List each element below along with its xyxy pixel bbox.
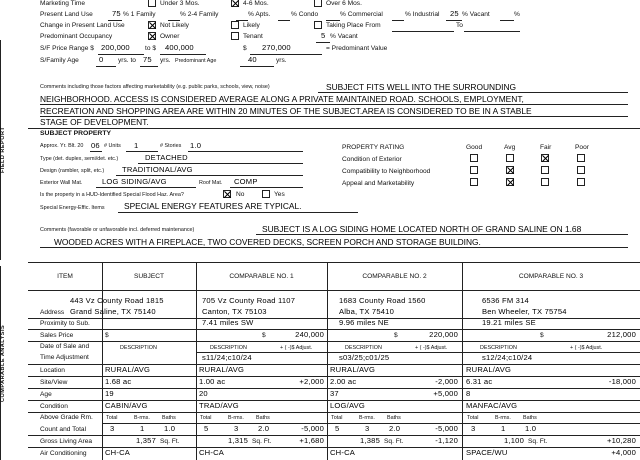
comp1-gla-adjust: +1,680 [299,436,324,445]
rating-col-poor: Poor [575,144,589,151]
pred-age-value: 40 [248,55,257,64]
rating-col-fair: Fair [540,144,552,151]
condition-comments-line2: WOODED ACRES WITH A FIREPLACE, TWO COVERED DECKS, SCREEN PORCH AND STORAGE BUILDING. [54,237,481,247]
comp2-address-line2: Alba, TX 75410 [339,307,395,316]
subject-age: 19 [105,389,114,398]
marketability-comments-line4: STAGE OF DEVELOPMENT. [40,117,149,127]
owner-checkbox[interactable] [148,32,156,40]
energy-value: SPECIAL ENERGY FEATURES ARE TYPICAL. [124,201,302,211]
comp2-age-adjust: +5,000 [433,389,458,398]
plu-vacant-value: 25 [450,9,459,18]
plu-condo-label: % Condo [291,11,319,18]
plu-commercial-label: % Commercial [340,11,383,18]
site-label: Site/View [40,379,68,386]
stories-label: # Stories [160,143,182,149]
flood-no-label: No [236,191,245,198]
subject-price-dollar: $ [105,332,109,339]
comp2-adjust-header: + ( -)$ Adjust. [415,345,448,351]
predominant-value-label: = Predominant Value [326,45,388,52]
comp1-condition: TRAD/AVG [199,401,239,410]
comp3-location: RURAL/AVG [466,365,512,374]
compat-good-checkbox[interactable] [470,166,478,174]
comp1-rooms-adjust: -5,000 [301,424,324,433]
comp1-ac: CH-CA [199,448,225,457]
comp1-rooms-brms: 3 [234,424,239,433]
tenant-label: Tenant [243,33,263,40]
condition-fair-checkbox[interactable] [541,154,549,162]
comp3-rooms-baths-hdr: Baths [523,415,537,421]
plu-1family-value: 75 [112,9,121,18]
comp3-date: s12/24;c10/24 [482,353,533,362]
condition-poor-checkbox[interactable] [577,154,585,162]
to-label: To [456,22,463,29]
condition-comments-label: Comments (favorable or unfavorable incl. deferred maintenance) [40,227,195,233]
marketability-comments-line1: SUBJECT FITS WELL INTO THE SURROUNDING [326,82,517,92]
comp2-gla: 1,385 [359,436,380,445]
flood-yes-checkbox[interactable] [262,190,270,198]
pred-age-label: Predominant Age [175,58,217,64]
comp3-gla-adjust: +10,280 [606,436,636,445]
comp1-rooms-brms-hdr: B-rms. [228,415,244,421]
energy-label: Special Energy-Effic. Items [40,205,105,211]
comparable-analysis-side-label: COMPARABLE ANALYSIS [0,266,28,460]
date-label-1: Date of Sale and [40,343,90,350]
subject-rooms-total: 3 [110,424,115,433]
comp2-condition: LOG/AVG [330,401,366,410]
comp3-condition: MANFAC/AVG [466,401,518,410]
comp2-site-adjust: -2,000 [435,377,458,386]
plu-apts-label: % Apts. [248,11,271,18]
comp1-rooms-baths-hdr: Baths [256,415,270,421]
comp3-rooms-total-hdr: Total [467,415,479,421]
comp3-age: 8 [466,389,471,398]
header-item: ITEM [57,273,73,280]
gla-label: Gross Living Area [40,438,93,445]
property-rating-heading: PROPERTY RATING [342,144,405,151]
plu-industrial-label: % Industrial [405,11,440,18]
age-yrs-to-label: yrs. to [118,57,136,64]
age-from-value: 0 [99,55,104,64]
proximity-label: Proximity to Sub. [40,320,90,327]
type-label: Type (det. duplex, semi/det. etc.) [40,156,119,162]
subject-location: RURAL/AVG [105,365,151,374]
pred-age-yrs-label: yrs. [276,57,287,64]
comp2-rooms-brms-hdr: B-rms. [359,415,375,421]
4-6-months-label: 4-6 Mos. [243,0,269,7]
flood-label: Is the property in a HUD-Identified Special Flood Haz. Area? [40,192,184,198]
field-report-side-label: FIELD REPORT [0,40,28,260]
header-subject: SUBJECT [133,273,165,280]
comp1-site-adjust: +2,000 [299,377,324,386]
subject-description-header: DESCRIPTION [120,345,157,351]
flood-no-checkbox[interactable] [223,190,231,198]
units-label: # Units [104,143,121,149]
under-3-label: Under 3 Mos. [160,0,200,7]
appeal-fair-checkbox[interactable] [541,178,549,186]
plu-vacant-label: % Vacant [462,11,490,18]
comp3-ac-adjust: +4,000 [611,448,636,457]
subject-ac: CH-CA [105,448,131,457]
subject-rooms-baths-hdr: Baths [162,415,176,421]
pred-value-dollar: $ [243,45,247,52]
over-6-label: Over 6 Mos. [326,0,362,7]
comp1-gla-unit: Sq. Ft. [252,438,272,445]
owner-label: Owner [160,33,180,40]
comp2-rooms-brms: 3 [365,424,370,433]
type-value: DETACHED [145,153,188,162]
likely-checkbox[interactable] [231,21,239,29]
comp3-gla: 1,100 [503,436,524,445]
over-6-checkbox[interactable] [314,0,322,7]
comp1-address-line2: Canton, TX 75103 [202,307,267,316]
comp3-rooms-baths: 1.0 [525,424,537,433]
comp3-site: 6.31 ac [466,377,493,386]
appeal-avg-checkbox[interactable] [506,178,514,186]
occupancy-vacant-label: % Vacant [330,33,358,40]
header-comp1: COMPARABLE NO. 1 [229,273,294,280]
roof-value: COMP [234,177,258,186]
comp2-age: 37 [330,389,339,398]
comp1-adjust-header: + ( -)$ Adjust. [280,345,313,351]
under-3-checkbox[interactable] [148,0,156,7]
subject-address-line2: Grand Saline, TX 75140 [70,307,156,316]
sales-price-label: Sales Price [40,332,74,339]
comp2-proximity: 9.96 miles NE [339,318,389,327]
comp3-address-line2: Ben Wheeler, TX 75754 [482,307,567,316]
subject-condition: CABIN/AVG [105,401,148,410]
plu-24family-label: % 2-4 Family [180,11,219,18]
subject-address-line1: 443 Vz County Road 1815 [70,296,164,305]
comp2-rooms-total: 5 [335,424,340,433]
comp2-ac: CH-CA [330,448,356,457]
marketability-comments-label: Comments including those factors affecting marketability (e.g. public parks, schools, view, noise) [40,84,270,90]
marketing-time-label: Marketing Time [40,0,86,7]
occupancy-vacant-value: 5 [321,31,326,40]
condition-avg-checkbox[interactable] [506,154,514,162]
comp1-rooms-total: 5 [204,424,209,433]
comp2-gla-unit: Sq. Ft. [384,438,404,445]
comp3-price: 212,000 [607,330,636,339]
comp2-site: 2.00 ac [330,377,357,386]
compat-poor-checkbox[interactable] [577,166,585,174]
comp1-proximity: 7.41 miles SW [202,318,254,327]
plu-pct-label: % [514,11,520,18]
comp1-description-header: DESCRIPTION [210,345,247,351]
exterior-value: LOG SIDING/AVG [102,177,167,186]
price-range-label: S/F Price Range $ [40,45,94,52]
count-total-label: Count and Total [40,426,87,433]
condition-comments-line1: SUBJECT IS A LOG SIDING HOME LOCATED NORTH OF GRAND SALINE ON 1.68 [262,224,582,234]
age-yrs-label: yrs. [160,57,171,64]
comp3-description-header: DESCRIPTION [480,345,517,351]
comp3-site-adjust: -18,000 [608,377,636,386]
comp1-gla: 1,315 [227,436,248,445]
comp2-address-line1: 1683 County Road 1560 [339,296,426,305]
above-grade-label: Above Grade Rm. [40,414,93,421]
design-value: TRADITIONAL/AVG [122,165,193,174]
age-row-label: Age [40,391,52,398]
ac-label: Air Conditioning [40,450,87,457]
comp3-rooms-brms-hdr: B-rms. [495,415,511,421]
not-likely-label: Not Likely [160,22,189,29]
comp3-ac: SPACE/WU [466,448,508,457]
comp1-price-dollar: $ [262,332,266,339]
subject-rooms-brms-hdr: B-rms. [134,415,150,421]
subject-rooms-brms: 1 [140,424,145,433]
appeal-poor-checkbox[interactable] [577,178,585,186]
age-to-value: 75 [143,55,152,64]
compat-avg-checkbox[interactable] [506,166,514,174]
comp2-rooms-baths-hdr: Baths [387,415,401,421]
location-label: Location [40,367,65,374]
header-comp3: COMPARABLE NO. 3 [518,273,584,280]
comp1-date: s11/24;c10/24 [202,353,252,362]
4-6-months-checkbox[interactable] [231,0,239,7]
flood-yes-label: Yes [274,191,285,198]
design-label: Design (rambler, split, etc.) [40,168,105,174]
condition-row-label: Condition [40,403,68,410]
stories-value: 1.0 [190,141,202,150]
price-from-value: 200,000 [101,43,130,52]
approx-built-value: 06 [91,141,100,150]
comp2-location: RURAL/AVG [330,365,376,374]
present-land-use-label: Present Land Use [40,11,93,18]
comp1-rooms-baths: 2.0 [258,424,270,433]
likely-label: Likely [243,22,260,29]
rating-row-appeal: Appeal and Marketability [342,180,415,187]
comp2-rooms-adjust: -5,000 [435,424,458,433]
comp1-age: 20 [199,389,208,398]
comp3-gla-unit: Sq. Ft. [528,438,548,445]
comp1-rooms-total-hdr: Total [200,415,212,421]
date-label-2: Time Adjustment [40,354,89,361]
comp2-gla-adjust: -1,120 [435,436,458,445]
subject-rooms-total-hdr: Total [106,415,118,421]
exterior-label: Exterior Wall Mat. [40,180,83,186]
age-label: S/Family Age [40,57,79,64]
taking-place-label: Taking Place From [326,22,381,29]
appeal-good-checkbox[interactable] [470,178,478,186]
plu-1family-label: % 1 Family [123,11,156,18]
rating-col-good: Good [466,144,483,151]
rating-row-condition: Condition of Exterior [342,156,402,163]
comp1-site: 1.00 ac [199,377,226,386]
price-to-label: to $ [145,45,156,52]
comp2-price-dollar: $ [394,332,398,339]
comp2-rooms-total-hdr: Total [331,415,343,421]
comp2-rooms-baths: 2.0 [389,424,401,433]
predominant-value: 270,000 [262,43,291,52]
comp3-rooms-total: 3 [471,424,476,433]
comp1-address-line1: 705 Vz County Road 1107 [202,296,296,305]
comp2-description-header: DESCRIPTION [345,345,382,351]
address-label: Address [40,309,65,316]
subject-rooms-baths: 1.0 [164,424,176,433]
header-comp2: COMPARABLE NO. 2 [362,273,427,280]
comp3-rooms-brms: 1 [501,424,506,433]
comp3-address-line1: 6536 FM 314 [482,296,529,305]
rating-col-avg: Avg [504,144,516,151]
comp2-date: s03/25;c01/25 [339,353,390,362]
units-value: 1 [134,141,139,150]
subject-property-heading: SUBJECT PROPERTY [40,130,112,137]
not-likely-checkbox[interactable] [148,21,156,29]
roof-label: Roof Mat. [199,180,223,186]
comp3-adjust-header: + ( -)$ Adjust. [570,345,603,351]
price-to-value: 400,000 [165,43,194,52]
approx-built-label: Approx. Yr. Blt. 20 [40,143,84,149]
comp2-price: 220,000 [429,330,458,339]
change-land-use-label: Change in Present Land Use [40,22,125,29]
tenant-checkbox[interactable] [231,32,239,40]
comp3-proximity: 19.21 miles SE [482,318,536,327]
condition-good-checkbox[interactable] [470,154,478,162]
subject-site: 1.68 ac [105,377,132,386]
marketability-comments-line2: NEIGHBORHOOD. ACCESS IS CONSIDERED AVERAGE ALONG A PRIVATE MAINTAINED ROAD. SCHOOLS, EMPLOYMENT, [40,94,524,104]
comp3-price-dollar: $ [540,332,544,339]
subject-gla: 1,357 [135,436,156,445]
subject-gla-unit: Sq. Ft. [160,438,180,445]
rating-row-compatibility: Compatibility to Neighborhood [342,168,431,175]
comp1-location: RURAL/AVG [199,365,245,374]
taking-place-checkbox[interactable] [314,21,322,29]
compat-fair-checkbox[interactable] [541,166,549,174]
comp1-price: 240,000 [295,330,324,339]
predominant-occupancy-label: Predominant Occupancy [40,33,113,40]
marketability-comments-line3: RECREATION AND SHOPPING AREA ARE WITHIN 20 MINUTES OF THE SUBJECT.AREA IS CONSIDERED TO BE IN A STABLE [40,106,532,116]
